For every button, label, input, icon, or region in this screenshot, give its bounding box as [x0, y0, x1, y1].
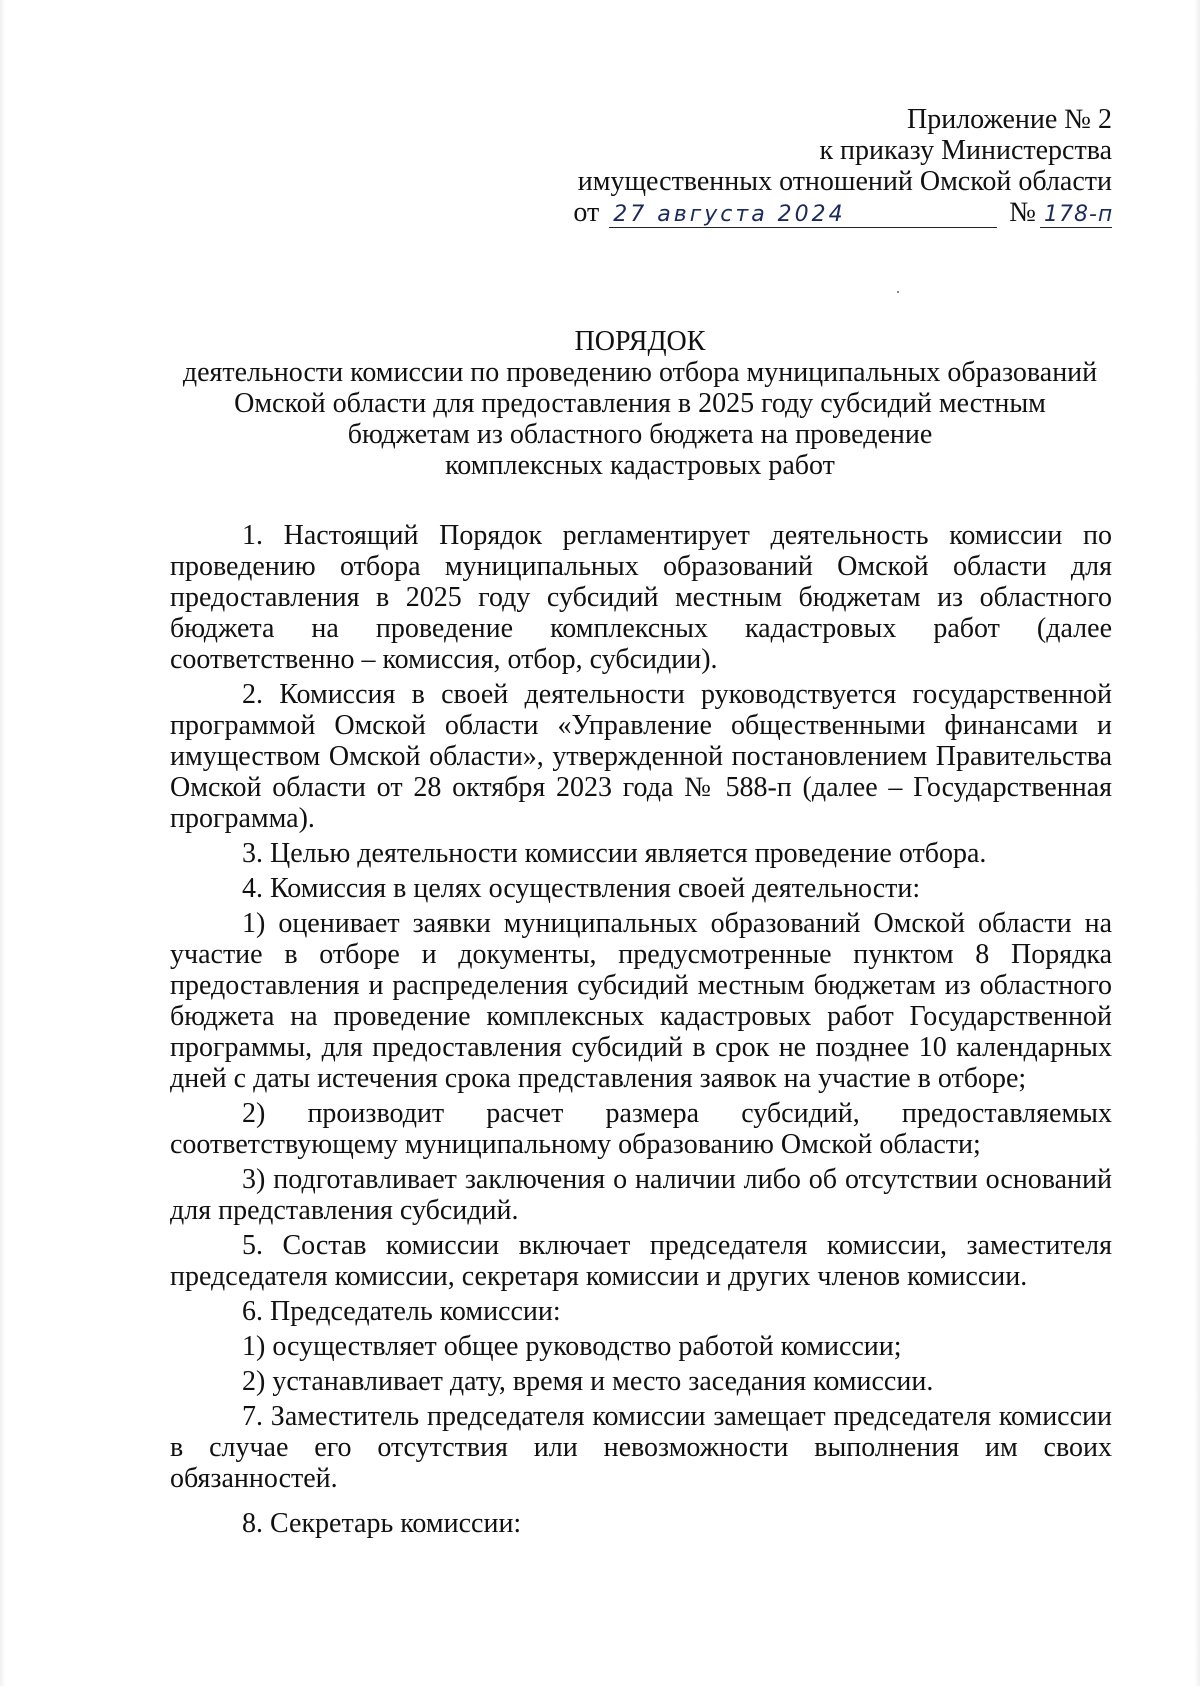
paragraph-6: 6. Председатель комиссии:: [242, 1296, 561, 1327]
number-prefix: №: [1009, 197, 1036, 228]
attachment-dateline: [412, 197, 1112, 228]
document-title: [170, 326, 1110, 481]
handwritten-date: 27 августа 2024: [609, 203, 997, 228]
title-line-4: комплексных кадастровых работ: [445, 450, 835, 481]
scan-edge-left: [0, 0, 6, 1686]
paragraph-6-item-2: 2) устанавливает дату, время и место заседания комиссии.: [242, 1366, 934, 1397]
paragraph-2: 2. Комиссия в своей деятельности руководствуется государственной программой Омской области «Управление общественными финансами и имуществом Омской области», утвержденной постановлением Правительства Омской области от 28 октября 2023 года № 588-п (далее – Государственная программа).: [170, 679, 1112, 834]
date-prefix: от: [573, 197, 600, 228]
paragraph-1: 1. Настоящий Порядок регламентирует деятельность комиссии по проведению отбора муниципальных образований Омской области для предоставления в 2025 году субсидий местным бюджетам из областного бюджета на проведение комплексных кадастровых работ (далее соответственно – комиссия, отбор, субсидии).: [170, 520, 1112, 675]
attachment-line-1: Приложение № 2: [907, 104, 1112, 135]
attachment-line-2: к приказу Министерства: [819, 135, 1112, 166]
paragraph-4-item-3: 3) подготавливает заключения о наличии либо об отсутствии оснований для представления субсидий.: [170, 1164, 1112, 1226]
attachment-line-3: имущественных отношений Омской области: [577, 166, 1112, 197]
title-line-1: деятельности комиссии по проведению отбора муниципальных образований: [182, 357, 1098, 388]
paragraph-8: 8. Секретарь комиссии:: [242, 1508, 522, 1539]
paragraph-5: 5. Состав комиссии включает председателя комиссии, заместителя председателя комиссии, секретаря комиссии и других членов комиссии.: [170, 1230, 1112, 1292]
scan-speck: [897, 291, 899, 293]
paragraph-6-item-1: 1) осуществляет общее руководство работой комиссии;: [242, 1331, 902, 1362]
paragraph-3: 3. Целью деятельности комиссии является проведение отбора.: [242, 838, 987, 869]
handwritten-number: 178-п: [1040, 203, 1112, 228]
scan-edge-right: [1194, 0, 1200, 1686]
title-heading: ПОРЯДОК: [574, 326, 706, 357]
paragraph-4: 4. Комиссия в целях осуществления своей деятельности:: [242, 873, 921, 904]
attachment-header: [412, 104, 1112, 228]
title-line-3: бюджетам из областного бюджета на проведение: [347, 419, 933, 450]
title-line-2: Омской области для предоставления в 2025 году субсидий местным: [234, 388, 1046, 419]
paragraph-7: 7. Заместитель председателя комиссии замещает председателя комиссии в случае его отсутствия или невозможности выполнения им своих обязанностей.: [170, 1401, 1112, 1494]
document-body: [170, 520, 1112, 1543]
paragraph-4-item-2: 2) производит расчет размера субсидий, предоставляемых соответствующему муниципальному образованию Омской области;: [170, 1098, 1112, 1160]
paragraph-4-item-1: 1) оценивает заявки муниципальных образований Омской области на участие в отборе и документы, предусмотренные пунктом 8 Порядка предоставления и распределения субсидий местным бюджетам из областного бюджета на проведение комплексных кадастровых работ Государственной программы, для предоставления субсидий в срок не позднее 10 календарных дней с даты истечения срока представления заявок на участие в отборе;: [170, 908, 1112, 1094]
